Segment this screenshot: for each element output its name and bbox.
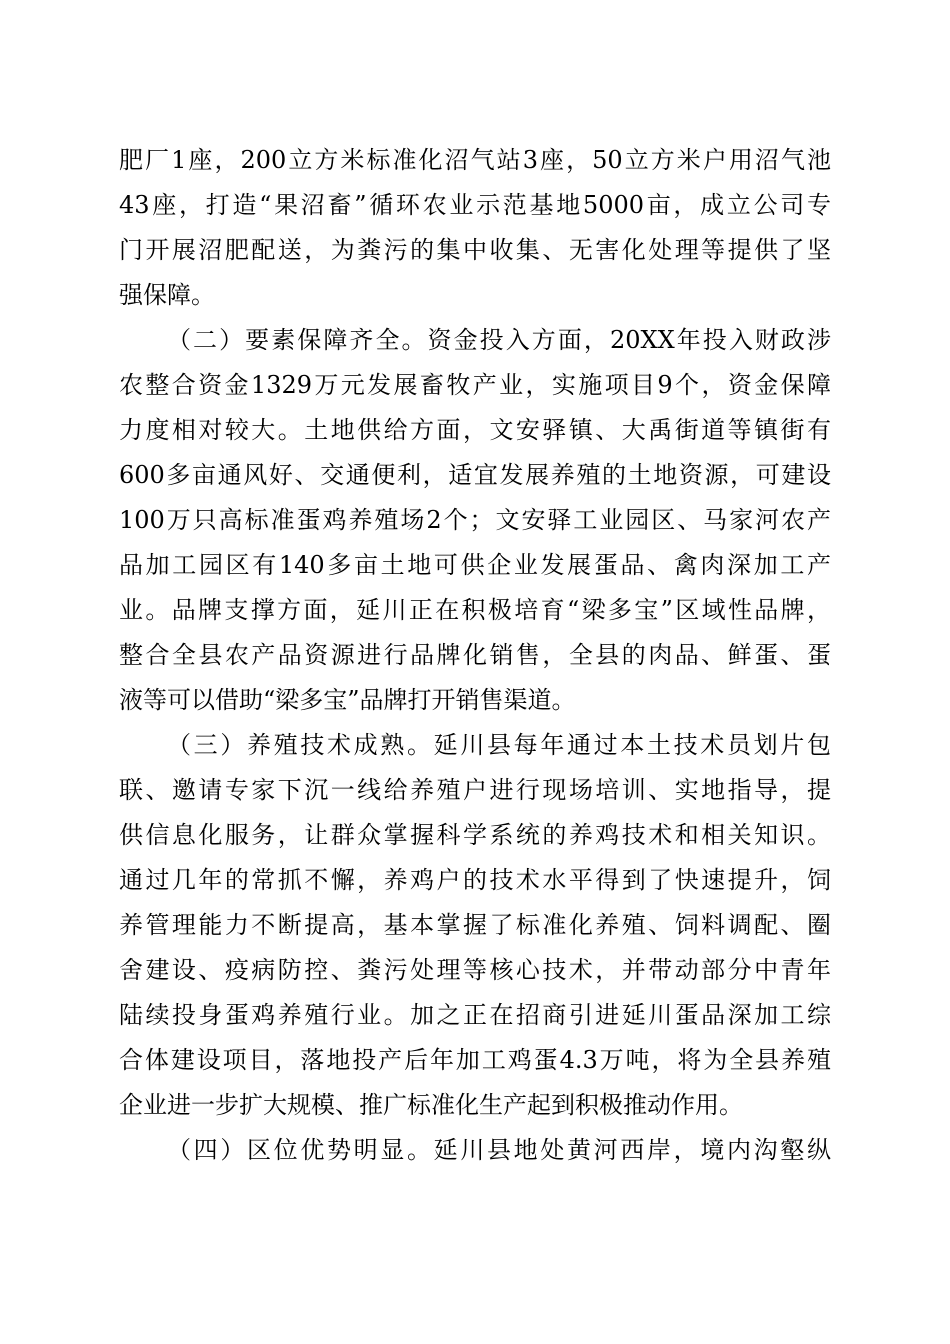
- text-line: 力度相对较大。土地供给方面，文安驿镇、大禹街道等镇街有: [119, 416, 831, 444]
- text-line: 农整合资金1329万元发展畜牧产业，实施项目9个，资金保障: [119, 371, 831, 399]
- text-line: 业。品牌支撑方面，延川正在积极培育“梁多宝”区域性品牌，: [119, 596, 831, 624]
- section-heading-line: （二）要素保障齐全。资金投入方面，20XX年投入财政涉: [167, 326, 831, 354]
- text-line: 联、邀请专家下沉一线给养殖户进行现场培训、实地指导，提: [119, 776, 831, 804]
- text-line: 肥厂1座，200立方米标准化沼气站3座，50立方米户用沼气池: [119, 146, 831, 174]
- text-line: 合体建设项目，落地投产后年加工鸡蛋4.3万吨，将为全县养殖: [119, 1046, 831, 1074]
- text-line: 100万只高标准蛋鸡养殖场2个；文安驿工业园区、马家河农产: [119, 506, 831, 534]
- text-line: 整合全县农产品资源进行品牌化销售，全县的肉品、鲜蛋、蛋: [119, 641, 831, 669]
- text-line: 通过几年的常抓不懈，养鸡户的技术水平得到了快速提升，饲: [119, 866, 831, 894]
- text-line: 养管理能力不断提高，基本掌握了标准化养殖、饲料调配、圈: [119, 911, 831, 939]
- text-line: 企业进一步扩大规模、推广标准化生产起到积极推动作用。: [119, 1091, 743, 1119]
- text-line: 600多亩通风好、交通便利，适宜发展养殖的土地资源，可建设: [119, 461, 831, 489]
- text-line: 供信息化服务，让群众掌握科学系统的养鸡技术和相关知识。: [119, 821, 831, 849]
- section-heading-line: （四）区位优势明显。延川县地处黄河西岸，境内沟壑纵: [167, 1136, 831, 1164]
- text-line: 舍建设、疫病防控、粪污处理等核心技术，并带动部分中青年: [119, 956, 831, 984]
- text-line: 品加工园区有140多亩土地可供企业发展蛋品、禽肉深加工产: [119, 551, 831, 579]
- text-line: 43座，打造“果沼畜”循环农业示范基地5000亩，成立公司专: [119, 191, 831, 219]
- text-line: 强保障。: [119, 281, 215, 309]
- text-line: 门开展沼肥配送，为粪污的集中收集、无害化处理等提供了坚: [119, 236, 831, 264]
- section-heading-line: （三）养殖技术成熟。延川县每年通过本土技术员划片包: [167, 731, 831, 759]
- text-line: 陆续投身蛋鸡养殖行业。加之正在招商引进延川蛋品深加工综: [119, 1001, 831, 1029]
- text-line: 液等可以借助“梁多宝”品牌打开销售渠道。: [119, 686, 576, 714]
